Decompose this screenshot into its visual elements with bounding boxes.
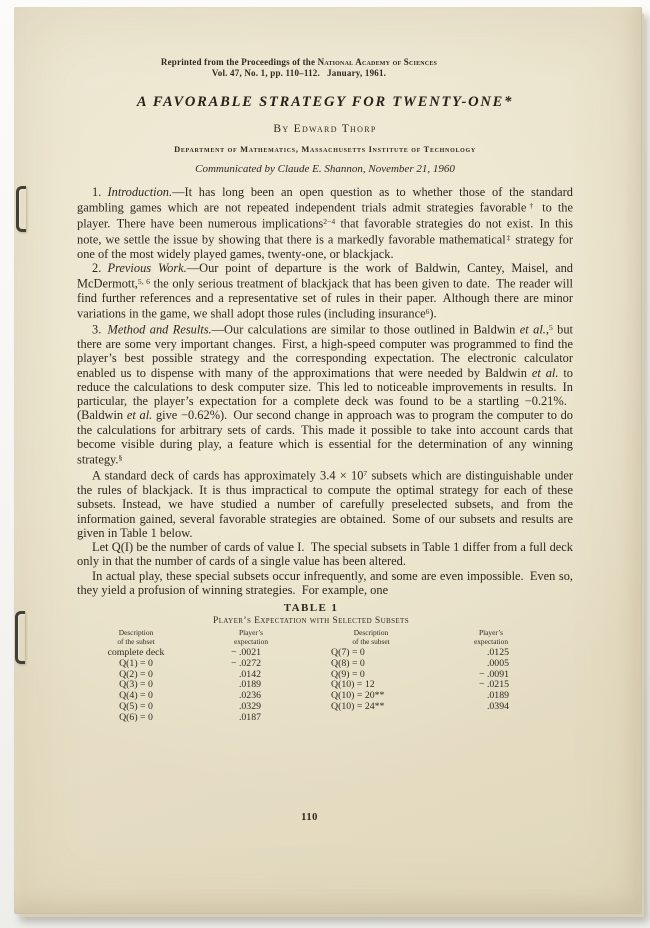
text-segment: to reduce the calculations to desk computer size. This led to noticeable improvements in results. In particular, the player’s expectation for a complete deck was found to be a startling −0.21%. (Baldwin xyxy=(77,365,573,423)
table-cell: .0189 xyxy=(486,690,509,702)
text-segment: Let Q(I) be the number of cards of value I. The special subsets in Table 1 differ from a full deck only in that the number of cards of a single value has been altered. xyxy=(77,540,573,569)
table-cell: − .0215 xyxy=(478,679,509,691)
table-1 xyxy=(63,602,559,723)
table-column-header: Description of the subset xyxy=(352,628,390,646)
text-segment: A standard deck of cards has approximately 3.4 × 10 xyxy=(92,468,364,483)
page-content xyxy=(77,57,573,723)
text-segment: et al. xyxy=(126,408,153,423)
table-cell: .0329 xyxy=(238,700,261,712)
text-segment: Introduction. xyxy=(107,185,173,199)
table-cell: Q(9) = 0 xyxy=(331,668,365,680)
paragraph-subsets xyxy=(77,467,573,540)
table-cell: Q(10) = 20** xyxy=(331,690,385,702)
table-cell: − .0272 xyxy=(230,657,261,669)
text-segment: 3. xyxy=(92,322,108,337)
text-segment: the only serious treatment of blackjack that has been given to date. The reader will find further references and a representative set of rules in their paper. Although there are minor variations in the game, we shall adopt those rules (including insurance xyxy=(77,276,574,321)
table-cell: − .0021 xyxy=(230,646,261,658)
table-grid xyxy=(77,629,547,723)
table-cell: Q(6) = 0 xyxy=(119,711,153,723)
text-segment: 1. xyxy=(92,185,108,199)
text-segment: Previous Work. xyxy=(107,260,187,275)
paper-page xyxy=(14,7,642,914)
text-segment: —It has long been an open question as to whether those of the standard gambling games which are not repeated independent trials admit strategies favorable xyxy=(77,185,573,215)
table-cell: Q(7) = 0 xyxy=(331,646,365,658)
text-segment: † xyxy=(526,201,537,211)
table-cell: Q(1) = 0 xyxy=(119,657,153,669)
paper-title: A FAVORABLE STRATEGY FOR TWENTY-ONE* xyxy=(136,94,514,110)
reprint-line-2: Vol. 47, No. 1, pp. 110–112. January, 1961. xyxy=(211,68,387,78)
table-cell: Q(2) = 0 xyxy=(119,668,153,680)
table-cell: Q(10) = 12 xyxy=(331,679,375,691)
table-subtitle: Player’s Expectation with Selected Subsets xyxy=(212,615,410,627)
text-segment: strategy for one of the most widely played games, twenty-one, or blackjack. xyxy=(77,232,573,261)
text-segment: —Our point of departure is the work of Baldwin, Cantey, Maisel, and McDermott, xyxy=(77,260,573,291)
text-segment: 7 xyxy=(363,469,368,479)
table-cell: Q(3) = 0 xyxy=(119,679,153,691)
table-column-header: Description of the subset xyxy=(117,628,155,646)
text-segment: subsets which are distinguishable under the rules of blackjack. It is thus impractical to compute the optimal strategy for each of these subsets. Instead, we have studied a number of carefully preselected subsets, and from the information gained, several favorable strategies are obtained. Some of our subsets and results are given in Table 1 below. xyxy=(77,468,573,540)
text-segment: et al., xyxy=(519,322,549,337)
text-segment: that favorable strategies do not exist. In this note, we settle the issue by showing that there is a markedly favorable mathematical xyxy=(77,216,573,247)
author-byline: By Edward Thorp xyxy=(273,123,377,135)
text-segment: In actual play, these special subsets occur infrequently, and some are even impossible. Even so, they yield a profusion of winning strategies. For example, one xyxy=(77,568,573,598)
text-segment: 5 xyxy=(548,323,553,333)
text-segment: § xyxy=(118,453,123,463)
text-segment: give −0.62%). Our second change in approach was to program the computer to do the calculations for arbitrary sets of cards. This made it possible to take into account cards that become visible during play, a feature which is essential for the determination of any winning strategy. xyxy=(77,408,573,467)
paragraph-method-results xyxy=(77,321,573,467)
table-cell xyxy=(307,713,435,724)
table-cell: complete deck xyxy=(107,646,165,658)
text-segment: Method and Results. xyxy=(107,322,212,337)
reprint-line-1 xyxy=(51,57,547,68)
table-cell: .0187 xyxy=(238,711,261,723)
staple-top xyxy=(16,186,26,232)
department-line: Department of Mathematics, Massachusetts Institute of Technology xyxy=(174,145,476,154)
text-segment: but there are some very important changes. First, a high-speed computer was programmed to find the player’s best possible strategy and the corresponding expectation. The electronic calculator enabled us to dispense with many of the approximations that were needed by Baldwin xyxy=(77,322,573,380)
table-cell: .0236 xyxy=(238,690,261,702)
table-cell: Q(5) = 0 xyxy=(119,700,153,712)
paragraph-q-definition xyxy=(77,540,573,569)
table-cell: .0189 xyxy=(238,679,261,691)
table-column-header: Player’s expectation xyxy=(233,628,269,646)
table-cell: .0125 xyxy=(486,646,509,658)
text-segment: 2−4 xyxy=(323,217,336,227)
page-number: 110 xyxy=(301,812,318,823)
reprint-prefix: Reprinted from the Proceedings of the xyxy=(160,57,318,67)
paragraph-previous-work xyxy=(77,261,573,321)
table-cell: .0142 xyxy=(238,668,261,680)
text-segment: 2. xyxy=(92,260,108,275)
text-segment: ). xyxy=(429,306,437,321)
paragraph-introduction xyxy=(77,185,573,261)
table-cell: Q(10) = 24** xyxy=(331,700,385,712)
text-segment: et al. xyxy=(531,365,559,380)
text-segment: ‡ xyxy=(505,232,512,242)
reprint-journal-name: National Academy of Sciences xyxy=(317,57,438,67)
text-segment: 5, 6 xyxy=(137,277,150,287)
text-segment: to the player. There have been numerous implications xyxy=(77,200,573,231)
table-title: TABLE 1 xyxy=(283,602,339,615)
table-cell: − .0091 xyxy=(478,668,509,680)
table-cell: Q(8) = 0 xyxy=(331,657,365,669)
text-segment: 6 xyxy=(425,307,430,317)
text-segment: —Our calculations are similar to those outlined in Baldwin xyxy=(211,322,520,337)
article-body xyxy=(77,185,573,597)
communicated-line: Communicated by Claude E. Shannon, November 21, 1960 xyxy=(195,163,455,175)
table-cell xyxy=(435,713,547,724)
table-cell: .0394 xyxy=(486,700,509,712)
paragraph-actual-play xyxy=(77,569,573,598)
table-cell: Q(4) = 0 xyxy=(119,690,153,702)
table-cell: .0005 xyxy=(486,657,509,669)
table-column-header: Player’s expectation xyxy=(473,628,509,646)
staple-bottom xyxy=(15,611,25,664)
reprint-note xyxy=(51,57,547,79)
